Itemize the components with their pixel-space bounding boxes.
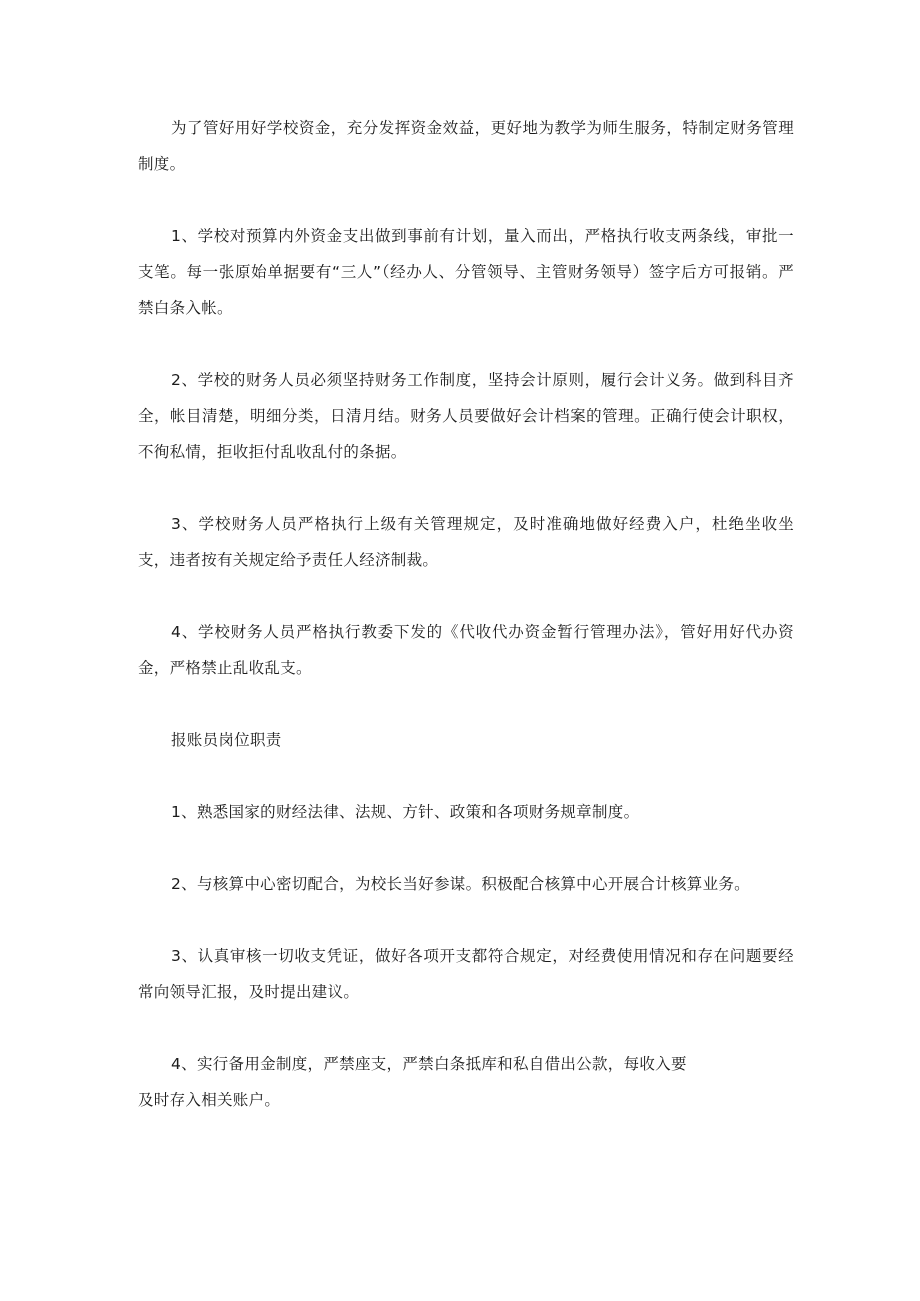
duty-4-line-2: 及时存入相关账户。 (138, 1091, 281, 1109)
duty-paragraph-3: 3、认真审核一切收支凭证，做好各项开支都符合规定，对经费使用情况和存在问题要经常向领导汇报，及时提出建议。 (138, 947, 794, 1001)
section-title: 报账员岗位职责 (171, 731, 282, 749)
document-body (138, 110, 794, 1118)
rule-paragraph-2: 2、学校的财务人员必须坚持财务工作制度，坚持会计原则，履行会计义务。做到科目齐全，帐目清楚，明细分类，日清月结。财务人员要做好会计档案的管理。正确行使会计职权，不徇私情，拒收拒付乱收乱付的条据。 (138, 371, 794, 461)
rule-paragraph-3: 3、学校财务人员严格执行上级有关管理规定，及时准确地做好经费入户，杜绝坐收坐支，违者按有关规定给予责任人经济制裁。 (138, 515, 794, 569)
rule-paragraph-1: 1、学校对预算内外资金支出做到事前有计划，量入而出，严格执行收支两条线，审批一支笔。每一张原始单据要有“三人”（经办人、分管领导、主管财务领导）签字后方可报销。严禁白条入帐。 (138, 227, 794, 317)
rule-paragraph-4: 4、学校财务人员严格执行教委下发的《代收代办资金暂行管理办法》，管好用好代办资金，严格禁止乱收乱支。 (138, 623, 794, 677)
duty-paragraph-2: 2、与核算中心密切配合，为校长当好参谋。积极配合核算中心开展合计核算业务。 (171, 875, 750, 893)
duty-paragraph-4 (138, 1046, 794, 1118)
duty-4-line-1: 4、实行备用金制度，严禁座支，严禁白条抵库和私自借出公款，每收入要 (171, 1055, 687, 1073)
duty-paragraph-1: 1、熟悉国家的财经法律、法规、方针、政策和各项财务规章制度。 (171, 803, 640, 821)
intro-paragraph: 为了管好用好学校资金，充分发挥资金效益，更好地为教学为师生服务，特制定财务管理制度。 (138, 119, 794, 173)
